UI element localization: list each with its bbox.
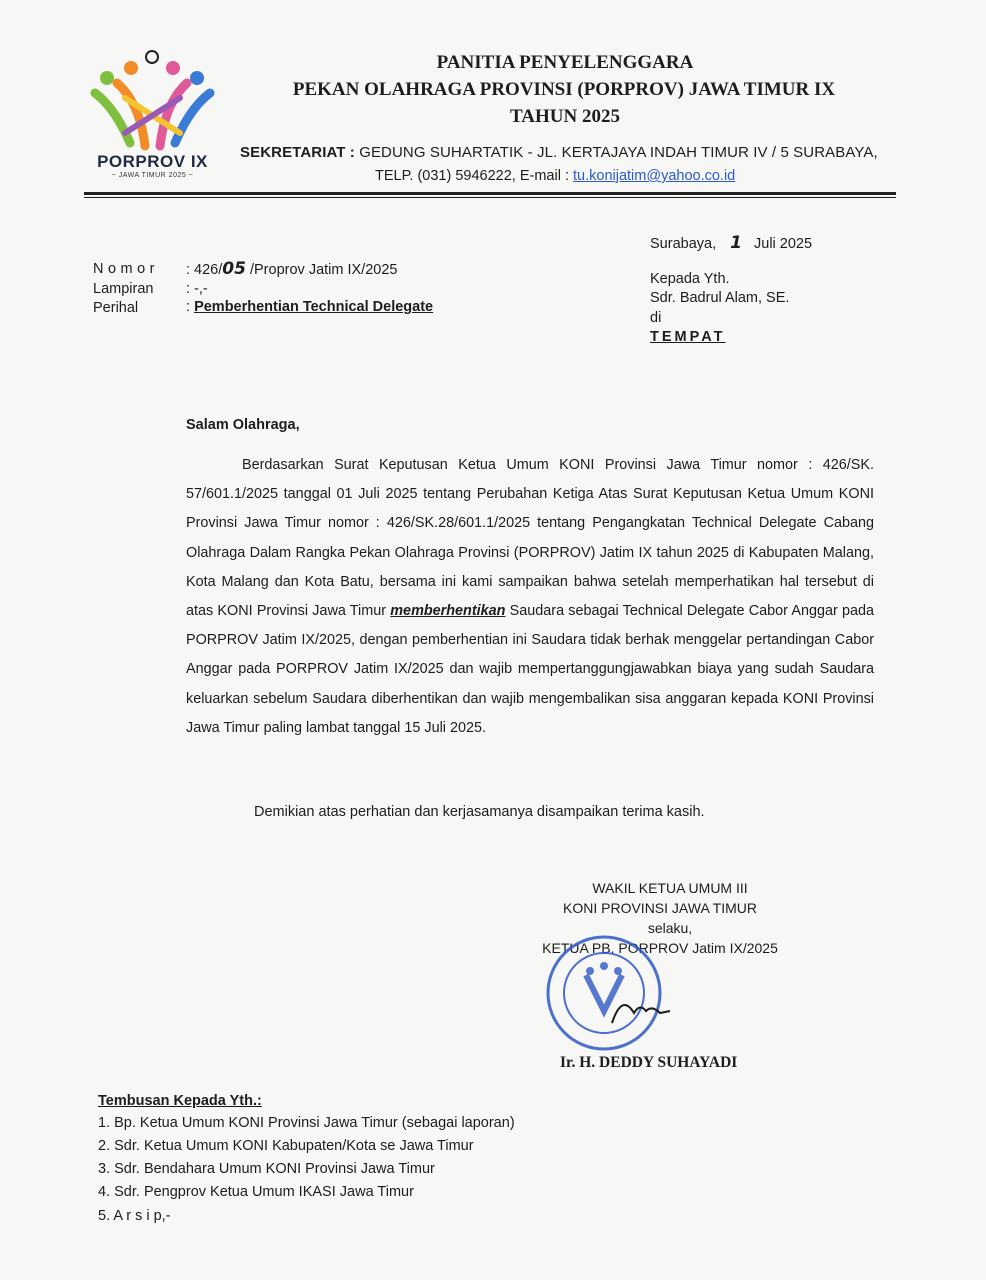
recipient-name: Sdr. Badrul Alam, SE. (650, 290, 790, 306)
tembusan-title: Tembusan Kepada Yth.: (98, 1093, 262, 1109)
tembusan-item: 2. Sdr. Ketua Umum KONI Kabupaten/Kota se Jawa Timur (98, 1138, 474, 1154)
sekretariat-label: SEKRETARIAT : (240, 144, 355, 161)
nomor-label: Nomor (93, 261, 160, 277)
email-link[interactable]: tu.konijatim@yahoo.co.id (573, 168, 736, 184)
tembusan-item: 5. A r s i p,- (98, 1208, 171, 1224)
signatory-title-3: KETUA PB. PORPROV Jatim IX/2025 (542, 940, 778, 956)
perihal-value (186, 299, 433, 315)
official-stamp (542, 933, 672, 1053)
signatory-title-2: KONI PROVINSI JAWA TIMUR (563, 900, 757, 916)
recipient-line-1: Kepada Yth. (650, 271, 730, 287)
tembusan-item: 1. Bp. Ketua Umum KONI Provinsi Jawa Timur (sebagai laporan) (98, 1115, 515, 1131)
tembusan-item: 4. Sdr. Pengprov Ketua Umum IKASI Jawa Timur (98, 1184, 414, 1200)
signatory-name: Ir. H. DEDDY SUHAYADI (560, 1054, 738, 1071)
logo-subtext: ~ JAWA TIMUR 2025 ~ (111, 172, 194, 179)
nomor-handwritten: 05 (222, 259, 246, 279)
perihal-label: Perihal (93, 300, 139, 316)
nomor-suffix: /Proprov Jatim IX/2025 (249, 262, 398, 278)
nomor-value (186, 259, 397, 279)
date-city: Surabaya, (650, 236, 717, 252)
body-text-part2: Saudara sebagai Technical Delegate Cabor Anggar pada PORPROV Jatim IX/2025, dengan pemberhentian ini Saudara tidak berhak menggelar pertandingan Cabor Anggar pada PORPROV Jatim IX/2025 dan wajib mempertanggungjawabkan biaya yang sudah Saudara keluarkan sebelum Saudara diberhentikan dan wajib mengembalikan sisa anggaran kepada KONI Provinsi Jawa Timur paling lambat tanggal 15 Juli 2025. (186, 603, 874, 736)
signatory-selaku: selaku, (647, 920, 693, 936)
tembusan-item: 3. Sdr. Bendahara Umum KONI Provinsi Jawa Timur (98, 1161, 435, 1177)
body-paragraph (186, 451, 874, 743)
letterhead-divider (84, 192, 896, 195)
greeting: Salam Olahraga, (186, 417, 300, 433)
date-day-handwritten: 1 (730, 233, 742, 253)
signatory-title-1: WAKIL KETUA UMUM III (592, 880, 748, 896)
porprov-logo (85, 48, 220, 186)
logo-text: PORPROV IX (97, 152, 208, 171)
sekretariat-address (240, 144, 878, 161)
closing-sentence: Demikian atas perhatian dan kerjasamanya disampaikan terima kasih. (254, 804, 705, 820)
date-month-year: Juli 2025 (754, 236, 813, 252)
recipient-tempat: TEMPAT (650, 329, 726, 345)
recipient-di: di (650, 310, 662, 326)
letterhead-divider-thin (84, 197, 896, 198)
contact-line (375, 168, 735, 184)
letterhead-title-2: PEKAN OLAHRAGA PROVINSI (PORPROV) JAWA TIMUR IX (292, 79, 836, 100)
perihal-subject: Pemberhentian Technical Delegate (194, 299, 434, 315)
lampiran-label: Lampiran (93, 281, 154, 297)
letterhead-title-3: TAHUN 2025 (510, 106, 620, 127)
lampiran-value: : -,- (186, 281, 208, 297)
body-text-part1: Berdasarkan Surat Keputusan Ketua Umum KONI Provinsi Jawa Timur nomor : 426/SK. 57/601.1/2025 tanggal 01 Juli 2025 tentang Perubahan Ketiga Atas Surat Keputusan Ketua Umum KONI Provinsi Jawa Timur nomor : 426/SK.28/601.1/2025 tentang Pengangkatan Technical Delegate Cabang Olahraga Dalam Rangka Pekan Olahraga Provinsi (PORPROV) Jatim IX tahun 2025 di Kabupaten Malang, Kota Malang dan Kota Batu, bersama ini kami sampaikan bahwa setelah memperhatikan hal tersebut di atas KONI Provinsi Jawa Timur (186, 457, 874, 620)
telp-text: TELP. (031) 5946222, E-mail : (375, 168, 569, 184)
letterhead-title-1: PANITIA PENYELENGGARA (436, 52, 694, 73)
perihal-colon: : (186, 299, 191, 315)
nomor-prefix: : 426/ (186, 262, 223, 278)
letter-date (650, 233, 812, 253)
body-emphasis: memberhentikan (390, 603, 506, 620)
sekretariat-text: GEDUNG SUHARTATIK - JL. KERTAJAYA INDAH TIMUR IV / 5 SURABAYA, (359, 144, 878, 161)
